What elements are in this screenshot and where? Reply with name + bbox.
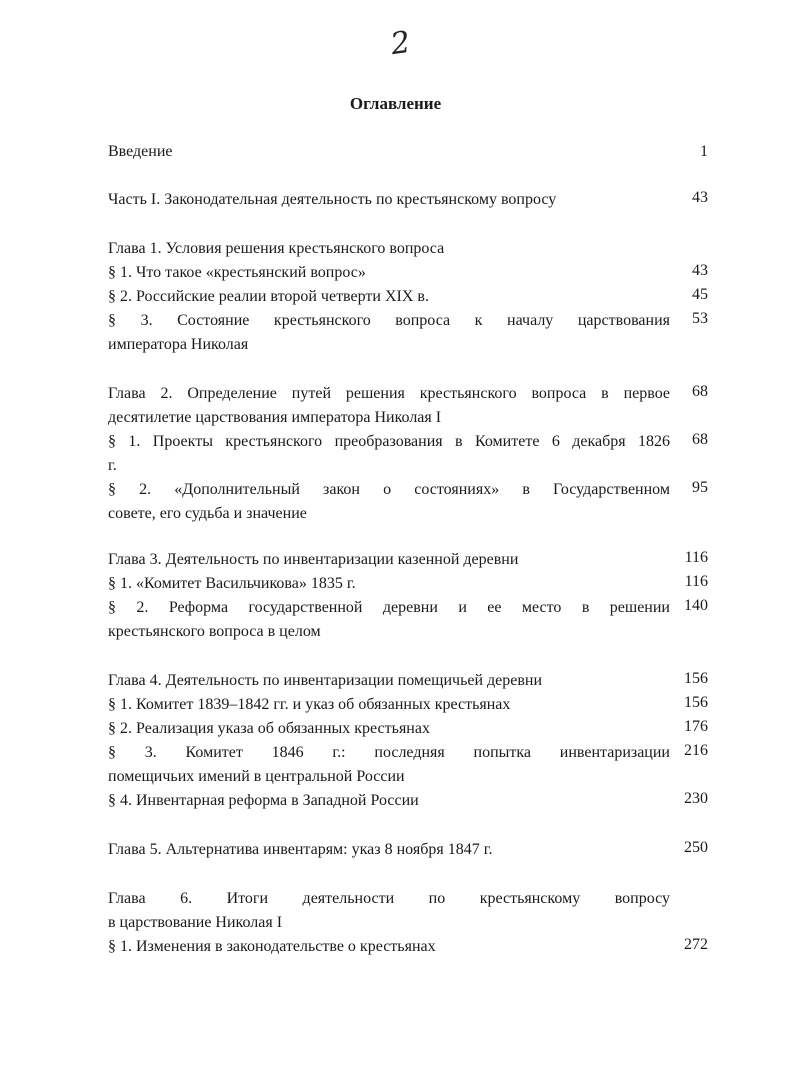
toc-page-number: 68 [692,383,708,400]
toc-entry-chapter-3: Глава 3. Деятельность по инвентаризации казенной деревни [108,551,519,568]
toc-entry-part-1: Часть I. Законодательная деятельность по крестьянскому вопросу [108,191,557,208]
toc-entry-ch4-section-3 [108,741,670,789]
toc-page-number: 156 [684,694,708,711]
toc-entry-line: § 2. «Дополнительный закон о состояниях» в Государственном [108,481,670,498]
toc-page-number: 156 [684,670,708,687]
toc-page-number: 250 [684,839,708,856]
toc-entry-chapter-5: Глава 5. Альтернатива инвентарям: указ 8 ноября 1847 г. [108,841,493,858]
toc-entry-chapter-6 [108,887,670,935]
toc-entry-line: императора Николая [108,336,249,353]
page-title: Оглавление [349,94,442,113]
toc-page-number: 272 [684,936,708,953]
toc-entry-line: § 1. Проекты крестьянского преобразования в Комитете 6 декабря 1826 [108,433,670,450]
toc-entry-line: крестьянского вопроса в целом [108,623,321,640]
toc-entry-line: помещичьих имений в центральной России [108,768,405,785]
toc-entry-ch1-section-1: § 1. Что такое «крестьянский вопрос» [108,264,366,281]
toc-entry-ch1-section-3 [108,309,670,357]
toc-page-number: 43 [692,262,708,279]
toc-entry-ch2-section-2 [108,478,670,526]
toc-entry-ch4-section-4: § 4. Инвентарная реформа в Западной России [108,792,419,809]
toc-entry-ch2-section-1 [108,430,670,478]
handwritten-page-number: 2 [388,24,413,63]
toc-page-number: 140 [684,597,708,614]
toc-page-number: 230 [684,790,708,807]
toc-page-number: 216 [684,742,708,759]
toc-page-number: 45 [692,286,708,303]
toc-entry-line: Глава 6. Итоги деятельности по крестьянскому вопросу [108,890,670,907]
toc-entry-chapter-2 [108,382,670,430]
toc-entry-ch6-section-1: § 1. Изменения в законодательстве о крестьянах [108,938,436,955]
toc-entry-line: § 3. Комитет 1846 г.: последняя попытка инвентаризации [108,744,670,761]
toc-page-number: 1 [700,143,708,160]
toc-entry-chapter-4: Глава 4. Деятельность по инвентаризации помещичьей деревни [108,672,543,689]
toc-page-number: 68 [692,431,708,448]
toc-entry-ch4-section-2: § 2. Реализация указа об обязанных крестьянах [108,720,430,737]
toc-entry-ch3-section-2 [108,596,670,644]
toc-entry-ch4-section-1: § 1. Комитет 1839–1842 гг. и указ об обязанных крестьянах [108,696,511,713]
toc-entry-line: десятилетие царствования императора Николая I [108,409,442,426]
toc-page-number: 116 [684,573,708,590]
toc-page-number: 176 [684,718,708,735]
toc-page-number: 95 [692,479,708,496]
toc-entry-line: § 2. Реформа государственной деревни и ее место в решении [108,599,670,616]
toc-entry-line: Глава 2. Определение путей решения крестьянского вопроса в первое [108,385,670,402]
toc-entry-chapter-1: Глава 1. Условия решения крестьянского вопроса [108,240,445,257]
toc-page-number: 43 [692,189,708,206]
toc-entry-line: г. [108,457,117,474]
toc-page-number: 116 [684,549,708,566]
toc-entry-introduction: Введение [108,143,173,160]
toc-page-number: 53 [692,310,708,327]
toc-entry-line: в царствование Николая I [108,914,283,931]
toc-entry-ch3-section-1: § 1. «Комитет Васильчикова» 1835 г. [108,575,356,592]
toc-entry-line: § 3. Состояние крестьянского вопроса к началу царствования [108,312,670,329]
toc-entry-ch1-section-2: § 2. Российские реалии второй четверти XIX в. [108,288,429,305]
toc-entry-line: совете, его судьба и значение [108,505,307,522]
